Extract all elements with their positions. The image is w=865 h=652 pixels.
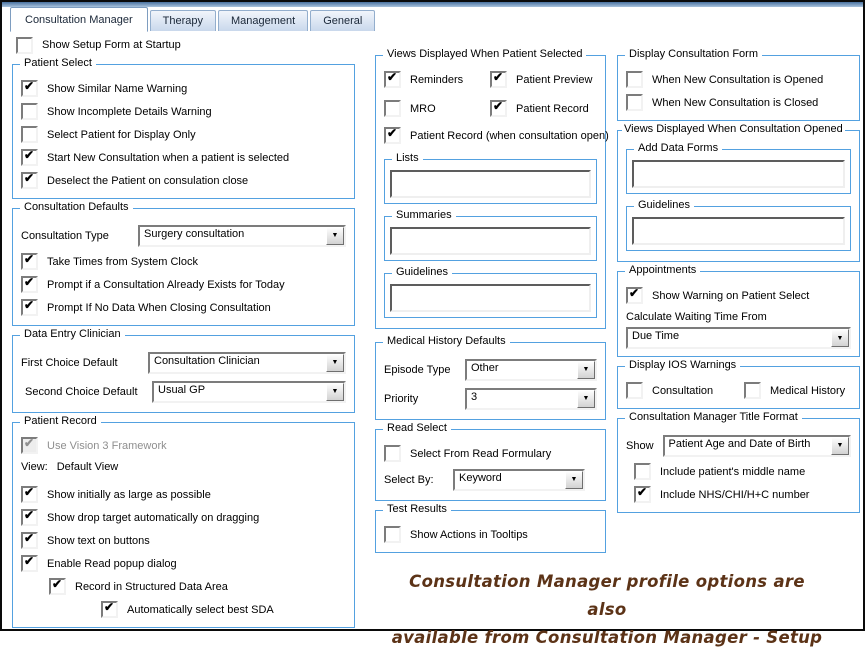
checkbox-row [634, 483, 851, 506]
consultation-type-value: Surgery consultation [144, 227, 245, 240]
checkbox-label: Include patient's middle name [660, 465, 806, 478]
auto-select-best-sda-checkbox[interactable] [101, 601, 118, 618]
use-vision3-framework-label: Use Vision 3 Framework [47, 439, 167, 452]
patient-record-group-title: Patient Record [20, 415, 101, 427]
show-setup-form-row [12, 35, 355, 55]
select-by-label: Select By: [384, 473, 434, 486]
use-vision-row [21, 435, 346, 456]
checkbox-row [626, 284, 851, 307]
checkbox-label: Prompt if a Consultation Already Exists for Today [47, 278, 285, 291]
ios-medical-history-checkbox[interactable] [744, 382, 761, 399]
consultation-type-label: Consultation Type [21, 229, 109, 242]
lists-box[interactable] [390, 170, 591, 198]
guidelines-subgroup-title: Guidelines [392, 266, 452, 278]
view-label: View: [21, 460, 48, 473]
second-choice-label: Second Choice Default [25, 385, 138, 398]
checkbox-label: MRO [410, 102, 436, 115]
add-data-forms-title: Add Data Forms [634, 142, 722, 154]
checkbox-label: When New Consultation is Closed [652, 96, 819, 109]
tab-therapy[interactable]: Therapy [150, 10, 216, 31]
summaries-box[interactable] [390, 227, 591, 255]
checkbox-row [384, 442, 597, 465]
include-middle-name-checkbox[interactable] [634, 463, 651, 480]
checkbox-row [21, 483, 346, 506]
checkbox-label: Select Patient for Display Only [47, 128, 196, 141]
priority-value: 3 [471, 390, 478, 403]
show-drop-target-checkbox[interactable] [21, 509, 38, 526]
checkbox-label: Select From Read Formulary [410, 447, 552, 460]
checkbox-row [21, 273, 346, 296]
second-choice-dropdown[interactable] [152, 381, 346, 403]
show-warning-on-patient-select-checkbox[interactable] [626, 287, 643, 304]
checkbox-row [626, 379, 744, 402]
tab-bar [10, 7, 377, 31]
show-text-on-buttons-checkbox[interactable] [21, 532, 38, 549]
episode-type-label: Episode Type [384, 363, 451, 376]
checkbox-row [21, 146, 346, 169]
prompt-consultation-exists-checkbox[interactable] [21, 276, 38, 293]
chevron-down-icon[interactable]: ▼ [577, 361, 595, 379]
data-entry-clinician-group [12, 328, 355, 413]
first-choice-label: First Choice Default [21, 356, 118, 369]
chevron-down-icon[interactable]: ▼ [326, 354, 344, 372]
consultation-type-row [21, 221, 346, 250]
middle-column [375, 46, 609, 555]
reminders-checkbox[interactable] [384, 71, 401, 88]
ios-warnings-grid [626, 379, 851, 402]
checkbox-row [101, 598, 346, 621]
annotation-note [387, 568, 827, 652]
checkbox-label: Record in Structured Data Area [75, 580, 228, 593]
patient-preview-checkbox[interactable] [490, 71, 507, 88]
checkbox-label: When New Consultation is Opened [652, 73, 824, 86]
summaries-subgroup-title: Summaries [392, 209, 456, 221]
first-choice-dropdown[interactable] [148, 352, 346, 374]
views-consultation-opened-title: Views Displayed When Consultation Opened [624, 123, 843, 135]
chevron-down-icon[interactable]: ▼ [326, 227, 344, 245]
show-setup-form-checkbox[interactable] [16, 37, 33, 54]
deselect-patient-checkbox[interactable] [21, 172, 38, 189]
test-results-group [375, 503, 606, 553]
appointments-title: Appointments [625, 264, 700, 276]
title-show-label: Show [626, 439, 654, 452]
checkbox-label: Deselect the Patient on consulation close [47, 174, 249, 187]
second-choice-row [21, 377, 346, 406]
test-results-title: Test Results [383, 503, 451, 515]
guidelines-box[interactable] [390, 284, 591, 312]
select-from-read-formulary-checkbox[interactable] [384, 445, 401, 462]
show-actions-in-tooltips-checkbox[interactable] [384, 526, 401, 543]
lists-subgroup [384, 152, 597, 204]
calculate-waiting-time-value: Due Time [632, 330, 680, 342]
guidelines-opened-box[interactable] [632, 217, 845, 245]
lists-subgroup-title: Lists [392, 152, 423, 164]
checkbox-label: Patient Preview [516, 73, 593, 86]
ios-consultation-checkbox[interactable] [626, 382, 643, 399]
views-patient-selected-group [375, 48, 609, 329]
add-data-forms-subgroup [626, 142, 851, 194]
select-patient-for-display-only-checkbox[interactable] [21, 126, 38, 143]
priority-dropdown[interactable] [465, 388, 597, 410]
priority-row [384, 384, 597, 413]
chevron-down-icon[interactable]: ▼ [831, 437, 849, 455]
checkbox-label: Prompt If No Data When Closing Consultation [47, 301, 271, 314]
checkbox-label: Enable Read popup dialog [47, 557, 177, 570]
medical-history-defaults-group [375, 335, 606, 420]
checkbox-label: Reminders [410, 73, 464, 86]
checkbox-label: Show Similar Name Warning [47, 82, 188, 95]
when-new-consultation-opened-checkbox[interactable] [626, 71, 643, 88]
checkbox-label: Show initially as large as possible [47, 488, 211, 501]
calc-waiting-row [626, 326, 851, 350]
title-format-title: Consultation Manager Title Format [625, 411, 802, 423]
medical-history-defaults-title: Medical History Defaults [383, 335, 510, 347]
title-show-row [626, 431, 851, 460]
left-column [12, 35, 355, 630]
title-format-group [617, 411, 860, 513]
episode-type-dropdown[interactable] [465, 359, 597, 381]
priority-label: Priority [384, 392, 419, 405]
episode-type-row [384, 355, 597, 384]
enable-read-popup-checkbox[interactable] [21, 555, 38, 572]
patient-select-group-title: Patient Select [20, 57, 96, 69]
checkbox-row [626, 68, 851, 91]
checkbox-row [384, 523, 597, 546]
checkbox-label: Automatically select best SDA [127, 603, 274, 616]
second-choice-value: Usual GP [158, 383, 206, 396]
title-show-value: Patient Age and Date of Birth [668, 437, 811, 450]
checkbox-label: Start New Consultation when a patient is selected [47, 151, 290, 164]
checkbox-row [21, 123, 346, 146]
annotation-line-2: available from Consultation Manager - Setup [391, 628, 823, 647]
display-ios-warnings-group [617, 359, 860, 409]
calculate-waiting-time-label: Calculate Waiting Time From [626, 310, 767, 323]
views-checkbox-grid [384, 68, 597, 120]
tab-consultation-manager[interactable]: Consultation Manager [10, 7, 148, 32]
select-by-value: Keyword [459, 471, 502, 484]
checkbox-row [626, 91, 851, 114]
checkbox-row [490, 68, 597, 91]
checkbox-row [21, 250, 346, 273]
consultation-type-dropdown[interactable] [138, 225, 346, 247]
guidelines-opened-title: Guidelines [634, 199, 694, 211]
checkbox-label: Take Times from System Clock [47, 255, 198, 268]
mro-checkbox[interactable] [384, 100, 401, 117]
patient-record-group [12, 415, 355, 628]
appointments-group [617, 264, 860, 357]
show-setup-form-label: Show Setup Form at Startup [42, 39, 181, 51]
checkbox-label: Include NHS/CHI/H+C number [660, 488, 810, 501]
show-similar-name-warning-checkbox[interactable] [21, 80, 38, 97]
tab-general[interactable]: General [310, 10, 375, 31]
checkbox-label: Patient Record (when consultation open) [410, 129, 609, 142]
when-new-consultation-closed-checkbox[interactable] [626, 94, 643, 111]
chevron-down-icon[interactable]: ▼ [577, 390, 595, 408]
checkbox-row [21, 506, 346, 529]
checkbox-row [634, 460, 851, 483]
view-value: Default View [56, 460, 119, 473]
checkbox-label: Show Incomplete Details Warning [47, 105, 212, 118]
patient-record-when-open-checkbox[interactable] [384, 127, 401, 144]
show-initially-large-checkbox[interactable] [21, 486, 38, 503]
annotation-line-1: Consultation Manager profile options are also [409, 572, 805, 619]
checkbox-label: Show Warning on Patient Select [652, 289, 810, 302]
checkbox-row [384, 124, 609, 147]
select-by-row [384, 465, 597, 494]
checkbox-row [21, 77, 346, 100]
record-in-sda-checkbox[interactable] [49, 578, 66, 595]
guidelines-opened-subgroup [626, 199, 851, 251]
start-new-consultation-checkbox[interactable] [21, 149, 38, 166]
checkbox-label: Medical History [770, 384, 846, 397]
patient-select-group [12, 57, 355, 199]
views-consultation-opened-group [617, 123, 860, 262]
read-select-group [375, 422, 606, 501]
view-row [21, 456, 346, 477]
consultation-defaults-group [12, 201, 355, 326]
checkbox-label: Show Actions in Tooltips [410, 528, 528, 541]
data-entry-clinician-group-title: Data Entry Clinician [20, 328, 125, 340]
display-ios-warnings-title: Display IOS Warnings [625, 359, 740, 371]
title-show-dropdown[interactable] [663, 435, 851, 457]
checkbox-row [384, 68, 490, 91]
consultation-defaults-group-title: Consultation Defaults [20, 201, 133, 213]
checkbox-row [21, 169, 346, 192]
prompt-no-data-checkbox[interactable] [21, 299, 38, 316]
show-incomplete-details-warning-checkbox[interactable] [21, 103, 38, 120]
calculate-waiting-time-dropdown[interactable] [626, 327, 851, 349]
checkbox-row [384, 97, 490, 120]
checkbox-label: Show text on buttons [47, 534, 150, 547]
take-times-from-system-clock-checkbox[interactable] [21, 253, 38, 270]
checkbox-label: Patient Record [516, 102, 589, 115]
checkbox-row [21, 296, 346, 319]
checkbox-row [744, 379, 851, 402]
calc-waiting-label-row [626, 307, 851, 326]
first-choice-value: Consultation Clinician [154, 354, 260, 367]
patient-record-checkbox[interactable] [490, 100, 507, 117]
checkbox-row [21, 529, 346, 552]
read-select-title: Read Select [383, 422, 451, 434]
display-consultation-form-group [617, 48, 860, 121]
right-column [617, 46, 860, 515]
guidelines-subgroup [384, 266, 597, 318]
display-consultation-form-title: Display Consultation Form [625, 48, 762, 60]
tab-management[interactable]: Management [218, 10, 308, 31]
checkbox-label: Consultation [652, 384, 714, 397]
include-nhs-number-checkbox[interactable] [634, 486, 651, 503]
episode-type-value: Other [471, 361, 499, 374]
checkbox-row [49, 575, 346, 598]
chevron-down-icon[interactable]: ▼ [326, 383, 344, 401]
views-patient-selected-title: Views Displayed When Patient Selected [383, 48, 586, 60]
add-data-forms-box[interactable] [632, 160, 845, 188]
checkbox-row [21, 552, 346, 575]
use-vision3-framework-checkbox [21, 437, 38, 454]
chevron-down-icon[interactable]: ▼ [831, 329, 849, 347]
summaries-subgroup [384, 209, 597, 261]
select-by-dropdown[interactable] [453, 469, 585, 491]
first-choice-row [21, 348, 346, 377]
checkbox-row [490, 97, 597, 120]
checkbox-label: Show drop target automatically on dragging [47, 511, 260, 524]
chevron-down-icon[interactable]: ▼ [565, 471, 583, 489]
checkbox-row [21, 100, 346, 123]
